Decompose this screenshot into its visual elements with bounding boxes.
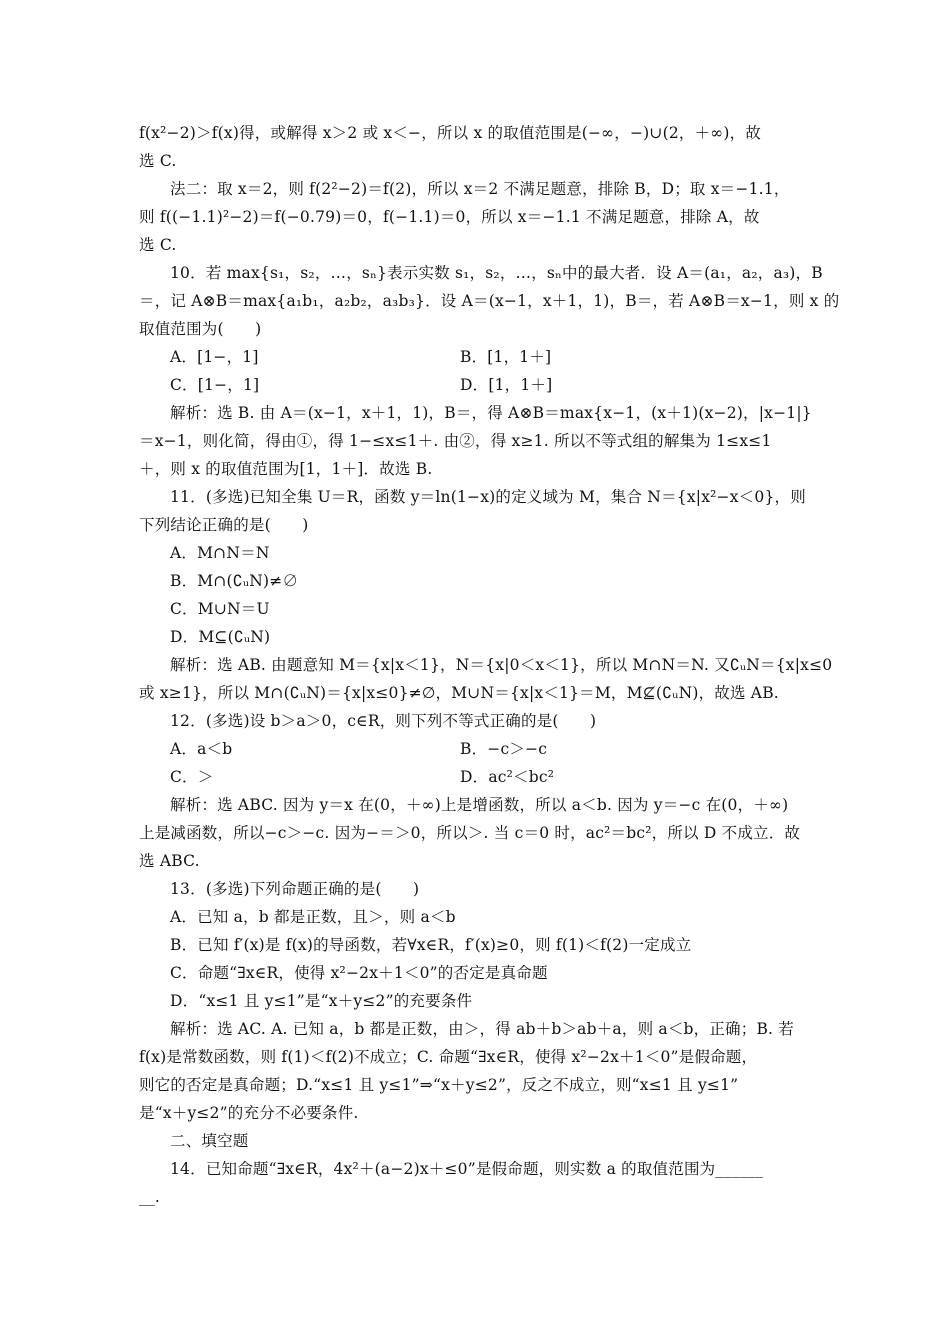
question-12-line: 12．(多选)设 b＞a＞0，c∈R，则下列不等式正确的是( ) [170,712,597,730]
option-d: D．ac²＜bc² [460,768,555,786]
option-c: C．＞ [170,768,214,786]
option-a: A．已知 a，b 都是正数，且＞，则 a＜b [170,908,456,926]
option-d: D．[1，1＋] [460,376,553,394]
solution-line: 解析：选 AB. 由题意知 M＝{x|x＜1}，N＝{x|0＜x＜1}，所以 M∩N＝N. 又∁ᵤN＝{x|x≤0 [170,656,833,674]
solution-line: 则它的否定是真命题；D.“x≤1 且 y≤1”⇒“x＋y≤2”，反之不成立，则“x≤1 且 y≤1” [139,1076,739,1094]
question-11-line: 下列结论正确的是( ) [139,516,309,534]
options-row [170,739,846,759]
text-line: 则 f((−1.1)²−2)＝f(−0.79)＝0，f(−1.1)＝0，所以 x＝−1.1 不满足题意，排除 A，故 [139,208,760,226]
solution-line: 解析：选 B. 由 A＝(x−1，x＋1，1)，B＝，得 A⊗B＝max{x−1，(x＋1)(x−2)，|x−1|} [170,404,812,422]
question-14-line: __. [139,1188,161,1206]
options-row [170,347,846,367]
solution-line: 上是减函数，所以−c＞−c. 因为−＝＞0，所以＞. 当 c＝0 时，ac²＝bc²，所以 D 不成立．故 [139,824,801,842]
solution-line: 解析：选 ABC. 因为 y＝x 在(0，＋∞)上是增函数，所以 a＜b. 因为 y＝−c 在(0，＋∞) [170,796,789,814]
option-b: B．−c＞−c [460,740,548,758]
text-line: 选 C. [139,236,177,254]
text-line: f(x²−2)＞f(x)得，或解得 x＞2 或 x＜−，所以 x 的取值范围是(−∞，−)∪(2，＋∞)，故 [139,124,762,142]
question-13-line: 13．(多选)下列命题正确的是( ) [170,880,420,898]
solution-line: f(x)是常数函数，则 f(1)＜f(2)不成立；C. 命题“∃x∈R，使得 x²−2x＋1＜0”是假命题， [139,1048,758,1066]
option-a: A．M∩N＝N [170,544,270,562]
option-a: A．[1−，1] [170,348,259,366]
options-row [170,767,846,787]
option-d: D．M⊆(∁ᵤN) [170,628,271,646]
question-10-line: ＝，记 A⊗B＝max{a₁b₁，a₂b₂，a₃b₃}．设 A＝(x−1，x＋1，1)，B＝，若 A⊗B＝x−1，则 x 的 [139,292,840,310]
option-b: B．[1，1＋] [460,348,552,366]
text-line: 法二：取 x＝2，则 f(2²−2)＝f(2)，所以 x＝2 不满足题意，排除 B，D；取 x＝−1.1， [170,180,790,198]
solution-line: 解析：选 AC. A. 已知 a，b 都是正数，由＞，得 ab＋b＞ab＋a，则 a＜b，正确；B. 若 [170,1020,794,1038]
option-c: C．命题“∃x∈R，使得 x²−2x＋1＜0”的否定是真命题 [170,964,548,982]
question-11-line: 11．(多选)已知全集 U＝R，函数 y＝ln(1−x)的定义域为 M，集合 N＝{x|x²−x＜0}，则 [170,488,806,506]
solution-line: 或 x≥1}，所以 M∩(∁ᵤN)＝{x|x≤0}≠∅，M∪N＝{x|x＜1}＝M，M⊈(∁ᵤN)，故选 AB. [139,684,779,702]
section-heading: 二、填空题 [170,1132,249,1150]
solution-line: 选 ABC. [139,852,200,870]
option-c: C．M∪N＝U [170,600,270,618]
question-10-line: 取值范围为( ) [139,320,262,338]
solution-line: ＝x−1，则化简，得由①，得 1−≤x≤1＋. 由②，得 x≥1. 所以不等式组的解集为 1≤x≤1 [139,432,772,450]
option-b: B．已知 f′(x)是 f(x)的导函数，若∀x∈R，f′(x)≥0，则 f(1)＜f(2)一定成立 [170,936,692,954]
text-line: 选 C. [139,152,177,170]
solution-line: ＋，则 x 的取值范围为[1，1＋]．故选 B. [139,460,433,478]
solution-line: 是“x＋y≤2”的充分不必要条件. [139,1104,359,1122]
option-c: C．[1−，1] [170,376,260,394]
option-b: B．M∩(∁ᵤN)≠∅ [170,572,299,590]
options-row [170,375,846,395]
option-a: A．a＜b [170,740,233,758]
option-d: D．“x≤1 且 y≤1”是“x＋y≤2”的充要条件 [170,992,473,1010]
question-14-line: 14．已知命题“∃x∈R，4x²＋(a−2)x＋≤0”是假命题，则实数 a 的取值范围为______ [170,1160,764,1178]
question-10-line: 10．若 max{s₁，s₂，…，sₙ}表示实数 s₁，s₂，…，sₙ中的最大者．设 A＝(a₁，a₂，a₃)，B [170,264,823,282]
